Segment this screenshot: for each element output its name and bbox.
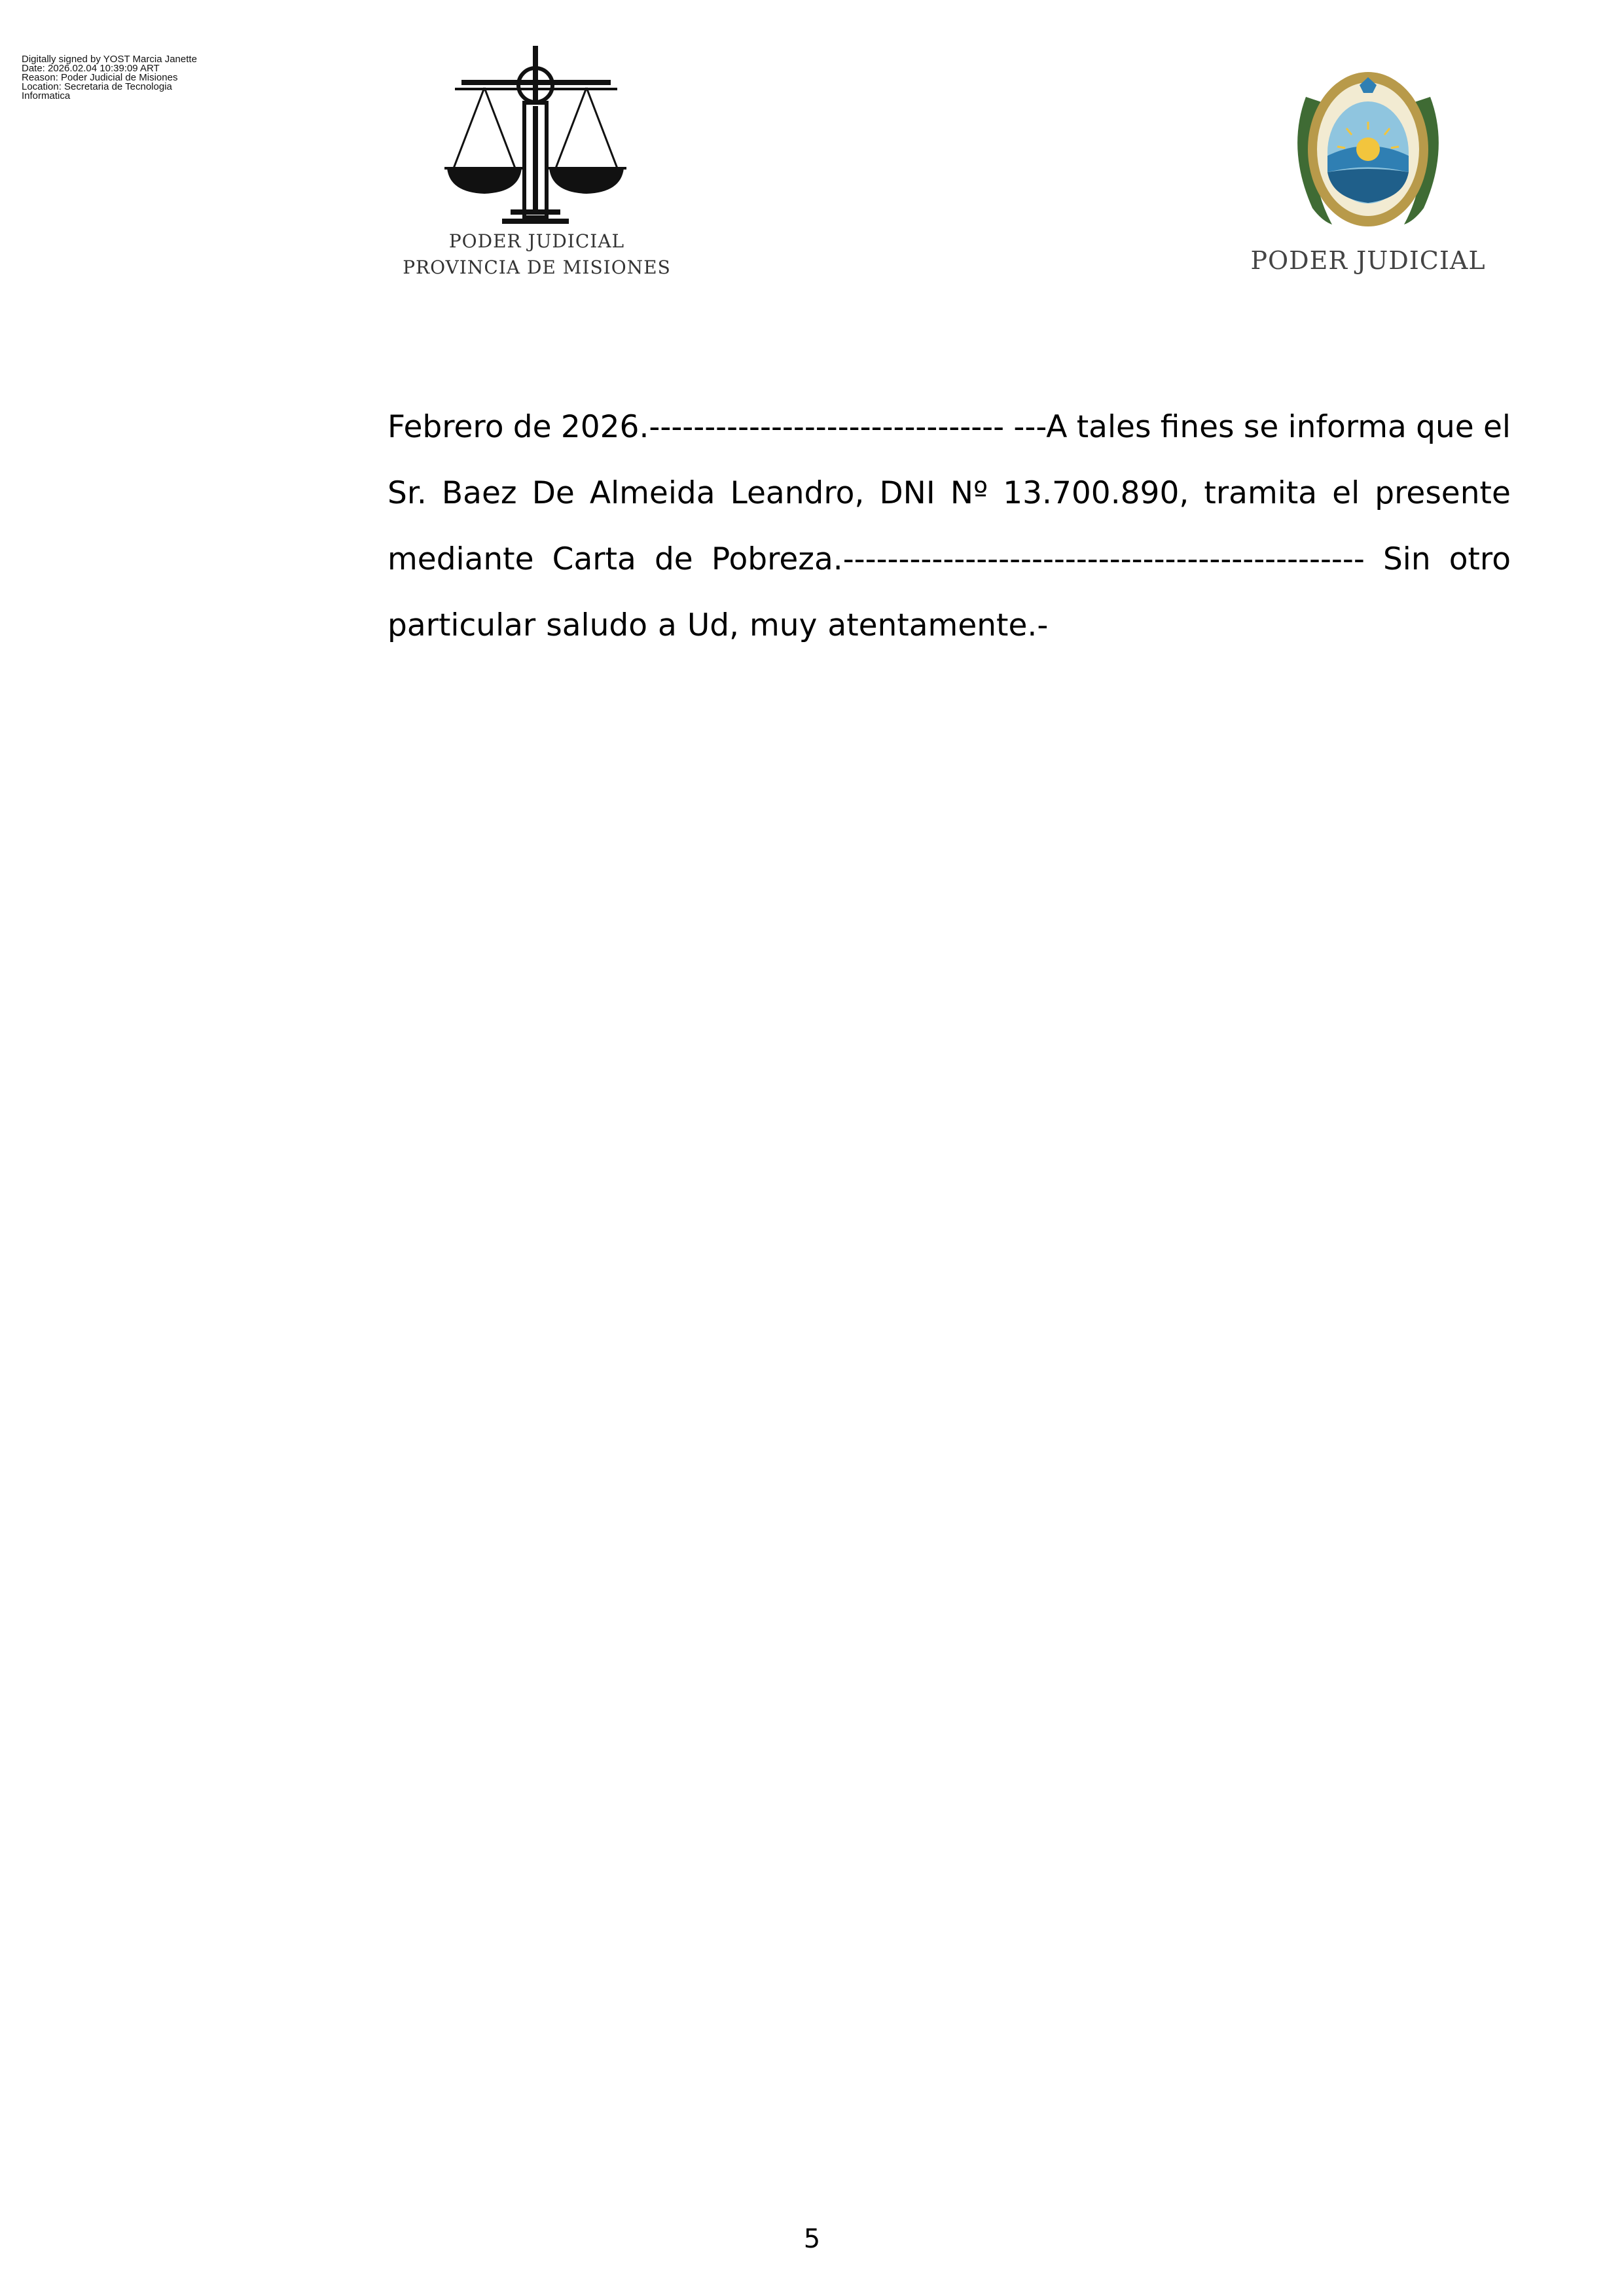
digital-signature-block xyxy=(22,55,270,101)
scales-of-justice-icon xyxy=(429,41,645,230)
body-word: Nº xyxy=(950,475,988,511)
body-word: muy xyxy=(749,607,818,643)
body-word: 13.700.890, xyxy=(1003,475,1189,511)
body-word: saludo xyxy=(546,607,647,643)
body-word: Sr. xyxy=(388,475,427,511)
left-logo-caption-line2: PROVINCIA DE MISIONES xyxy=(403,257,671,278)
body-line xyxy=(388,526,1511,592)
body-word: tramita xyxy=(1204,475,1318,511)
body-word: atentamente.- xyxy=(827,607,1049,643)
misiones-coat-of-arms-icon xyxy=(1286,58,1450,238)
body-word: otro xyxy=(1449,541,1511,577)
body-word: Pobreza.----------------------------------------------- xyxy=(711,541,1365,577)
body-line xyxy=(388,460,1511,526)
body-line xyxy=(388,394,1511,460)
body-word: Sin xyxy=(1382,541,1431,577)
body-word: ---A xyxy=(1013,409,1068,445)
letter-body xyxy=(388,394,1511,658)
right-logo-caption: PODER JUDICIAL xyxy=(1250,246,1486,275)
body-word: Ud, xyxy=(687,607,739,643)
body-word: informa xyxy=(1288,409,1407,445)
body-word: Baez xyxy=(441,475,517,511)
body-word: tales xyxy=(1076,409,1151,445)
poder-judicial-logo-left xyxy=(399,41,674,289)
body-word: el xyxy=(1332,475,1360,511)
body-word: de xyxy=(513,409,552,445)
body-word: que xyxy=(1416,409,1474,445)
signature-line: Date: 2026.02.04 10:39:09 ART xyxy=(22,63,160,74)
signature-line: Digitally signed by YOST Marcia Janette xyxy=(22,54,197,65)
signature-line: Informatica xyxy=(22,90,71,101)
body-word: particular xyxy=(388,607,536,643)
body-word: presente xyxy=(1375,475,1511,511)
left-logo-caption-line1: PODER JUDICIAL xyxy=(448,230,625,252)
body-word: Leandro, xyxy=(730,475,865,511)
poder-judicial-logo-right xyxy=(1237,58,1499,280)
body-word: el xyxy=(1483,409,1511,445)
signature-line: Reason: Poder Judicial de Misiones xyxy=(22,72,178,83)
body-word: Febrero xyxy=(388,409,504,445)
body-word: se xyxy=(1243,409,1279,445)
body-word: fines xyxy=(1160,409,1235,445)
body-word: DNI xyxy=(879,475,935,511)
body-word: Carta xyxy=(552,541,636,577)
body-word: mediante xyxy=(388,541,534,577)
body-word: Almeida xyxy=(589,475,715,511)
page-number: 5 xyxy=(803,2224,821,2254)
body-line xyxy=(388,592,1511,658)
signature-line: Location: Secretaria de Tecnologia xyxy=(22,81,172,92)
body-word: De xyxy=(532,475,575,511)
body-word: 2026.-------------------------------- xyxy=(560,409,1005,445)
body-word: a xyxy=(658,607,677,643)
body-word: de xyxy=(654,541,693,577)
